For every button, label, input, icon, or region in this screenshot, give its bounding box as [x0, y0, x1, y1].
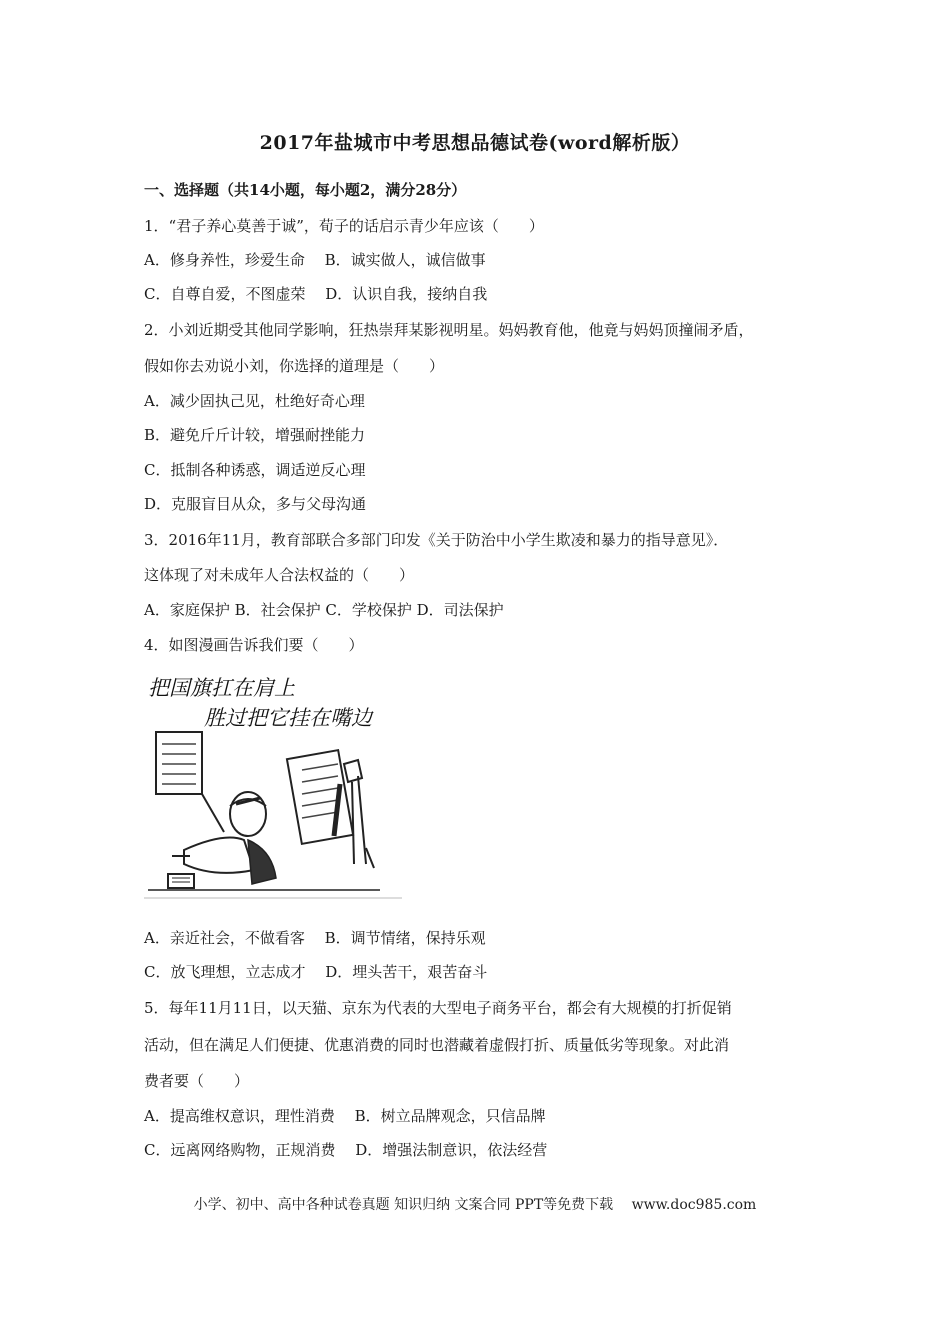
question-1-options-ab: A．修身养性，珍爱生命 B．诚实做人，诚信做事	[144, 251, 486, 269]
question-5-options-cd: C．远离网络购物，正规消费 D．增强法制意识，依法经营	[144, 1141, 548, 1159]
page-footer: 小学、初中、高中各种试卷真题 知识归纳 文案合同 PPT等免费下载 www.doc985.com	[193, 1197, 757, 1213]
section-heading: 一、选择题（共14小题，每小题2，满分28分）	[144, 181, 467, 199]
question-4-stem: 4．如图漫画告诉我们要（ ）	[144, 636, 364, 654]
question-1-options-cd: C．自尊自爱，不图虚荣 D．认识自我，接纳自我	[144, 285, 488, 303]
comic-caption-line-2: 胜过把它挂在嘴边	[204, 706, 372, 730]
comic-illustration	[144, 664, 402, 900]
question-4-options-ab: A．亲近社会，不做看客 B．调节情绪，保持乐观	[144, 929, 486, 947]
question-2-option-b: B．避免斤斤计较，增强耐挫能力	[144, 426, 366, 444]
question-2-option-d: D．克服盲目从众，多与父母沟通	[144, 495, 367, 513]
question-5-stem-line-1: 5．每年11月11日，以天猫、京东为代表的大型电子商务平台，都会有大规模的打折促销	[144, 999, 732, 1017]
question-3-stem-line-1: 3．2016年11月，教育部联合多部门印发《关于防治中小学生欺凌和暴力的指导意见》．	[144, 531, 729, 549]
question-2-option-c: C．抵制各种诱惑，调适逆反心理	[144, 461, 366, 479]
question-4-options-cd: C．放飞理想，立志成才 D．埋头苦干，艰苦奋斗	[144, 963, 488, 981]
question-5-options-ab: A．提高维权意识，理性消费 B．树立品牌观念，只信品牌	[144, 1107, 546, 1125]
question-1-stem: 1．“君子养心莫善于诚”，荀子的话启示青少年应该（ ）	[144, 217, 544, 235]
question-5-stem-line-3: 费者要（ ）	[144, 1072, 250, 1090]
question-3-options: A．家庭保护 B．社会保护 C．学校保护 D．司法保护	[144, 601, 504, 619]
question-2-stem-line-2: 假如你去劝说小刘，你选择的道理是（ ）	[144, 357, 445, 375]
question-5-stem-line-2: 活动，但在满足人们便捷、优惠消费的同时也潜藏着虚假打折、质量低劣等现象。对此消	[144, 1036, 730, 1054]
question-2-stem-line-1: 2．小刘近期受其他同学影响，狂热崇拜某影视明星。妈妈教育他，他竟与妈妈顶撞闹矛盾，	[144, 321, 754, 339]
comic-caption-line-1: 把国旗扛在肩上	[148, 676, 295, 700]
question-2-option-a: A．减少固执己见，杜绝好奇心理	[144, 392, 365, 410]
page-title: 2017年盐城市中考思想品德试卷(word解析版）	[259, 132, 691, 154]
question-3-stem-line-2: 这体现了对未成年人合法权益的（ ）	[144, 566, 415, 584]
